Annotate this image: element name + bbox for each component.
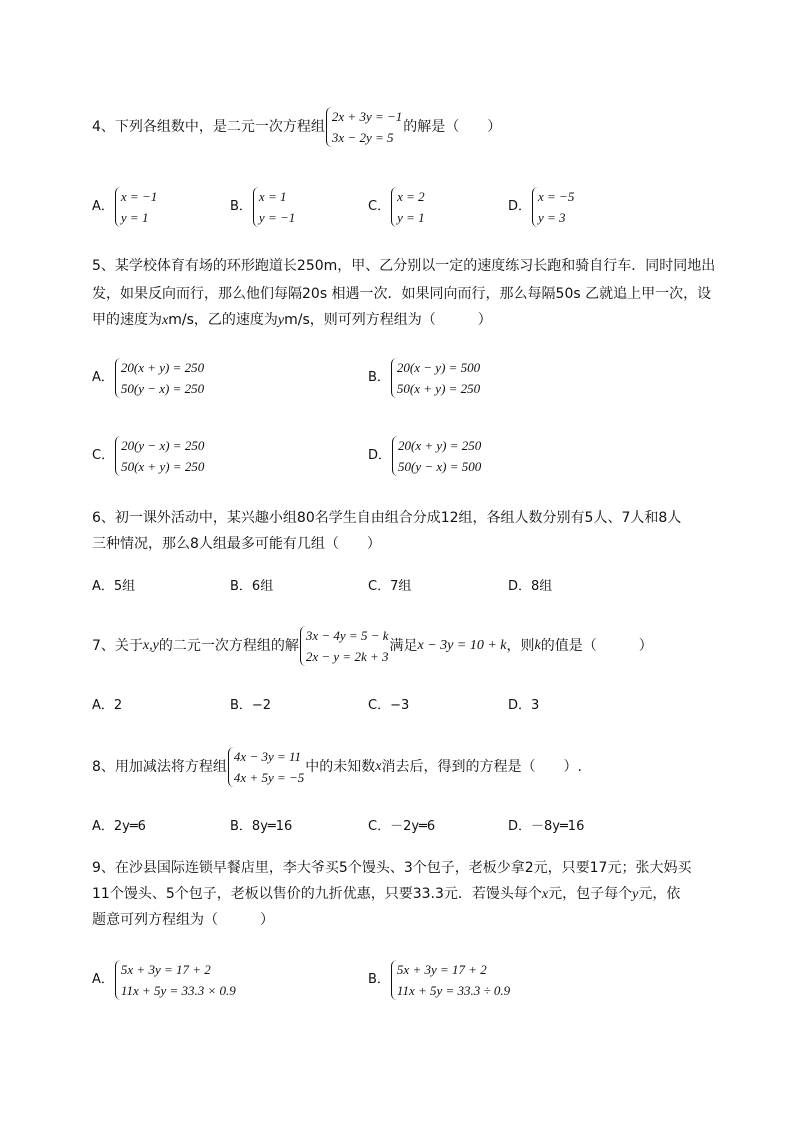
q6-option-c[interactable]: C．7组 bbox=[368, 579, 412, 594]
q6-option-b[interactable]: B．6组 bbox=[230, 579, 274, 594]
q8-option-b[interactable]: B．8y═16 bbox=[230, 819, 293, 834]
q7-option-d[interactable]: D．3 bbox=[508, 698, 540, 713]
q7-option-a[interactable]: A．2 bbox=[92, 698, 123, 713]
q9-option-b[interactable]: B． 5x + 3y = 17 + 2 11x + 5y = 33.3 ÷ 0.9 bbox=[368, 959, 511, 1001]
q9-option-a[interactable]: A． 5x + 3y = 17 + 2 11x + 5y = 33.3 × 0.9 bbox=[92, 959, 237, 1001]
q5-line-1: 5、某学校体育有场的环形跑道长250m，甲、乙分别以一定的速度练习长跑和骑自行车．同时同地出 bbox=[92, 258, 716, 274]
q6-option-a[interactable]: A．5组 bbox=[92, 579, 136, 594]
q4-option-a[interactable]: A． x = −1 y = 1 bbox=[92, 186, 158, 228]
q7-option-c[interactable]: C．−3 bbox=[368, 698, 410, 713]
q4-stem-prefix: 4、下列各组数中，是二元一次方程组 bbox=[92, 119, 325, 135]
q5-option-b[interactable]: B． 20(x − y) = 500 50(x + y) = 250 bbox=[368, 357, 481, 399]
q5-line-2: 发，如果反向而行，那么他们每隔20s 相遇一次．如果同向而行，那么每隔50s 乙就追上甲一次，设 bbox=[92, 286, 712, 302]
q9-line-2: 11个馒头、5个包子，老板以售价的九折优惠，只要33.3元．若馒头每个x元，包子每个y元，依 bbox=[92, 886, 681, 902]
q9-line-3: 题意可列方程组为（ ） bbox=[92, 912, 274, 928]
q6-line-1: 6、初一课外活动中，某兴趣小组80名学生自由组合分成12组，各组人数分别有5人、7人和8人 bbox=[92, 510, 682, 526]
q4-option-c[interactable]: C． x = 2 y = 1 bbox=[368, 186, 426, 228]
question-8: 8、用加减法将方程组 4x − 3y = 11 4x + 5y = −5 中的未知数x消去后，得到的方程是（ ）. bbox=[92, 746, 582, 788]
q4-equation-system: 2x + 3y = −1 3x − 2y = 5 bbox=[326, 106, 402, 148]
q6-option-d[interactable]: D．8组 bbox=[508, 579, 553, 594]
question-4 bbox=[92, 106, 501, 148]
q4-stem-suffix: 的解是（ ） bbox=[403, 119, 502, 135]
q8-option-a[interactable]: A．2y═6 bbox=[92, 819, 146, 834]
q7-option-b[interactable]: B．−2 bbox=[230, 698, 272, 713]
q5-option-a[interactable]: A． 20(x + y) = 250 50(y − x) = 250 bbox=[92, 357, 205, 399]
q9-line-1: 9、在沙县国际连锁早餐店里，李大爷买5个馒头、3个包子，老板少拿2元，只要17元；张大妈买 bbox=[92, 860, 692, 876]
q5-option-d[interactable]: D． 20(x + y) = 250 50(y − x) = 500 bbox=[368, 435, 482, 477]
q5-line-3: 甲的速度为xm/s，乙的速度为ym/s，则可列方程组为（ ） bbox=[92, 312, 492, 328]
q4-option-b[interactable]: B． x = 1 y = −1 bbox=[230, 186, 296, 228]
q4-option-d[interactable]: D． x = −5 y = 3 bbox=[508, 186, 575, 228]
q6-line-2: 三种情况，那么8人组最多可能有几组（ ） bbox=[92, 536, 381, 552]
q8-option-d[interactable]: D．－8y═16 bbox=[508, 819, 585, 834]
q8-equation-system: 4x − 3y = 11 4x + 5y = −5 bbox=[228, 746, 304, 788]
q5-option-c[interactable]: C． 20(y − x) = 250 50(x + y) = 250 bbox=[92, 435, 205, 477]
question-7: 7、关于x,y的二元一次方程组的解 3x − 4y = 5 − k 2x − y = 2k + 3 满足x − 3y = 10 + k，则k的值是（ ） bbox=[92, 625, 653, 667]
q7-equation-system: 3x − 4y = 5 − k 2x − y = 2k + 3 bbox=[300, 625, 389, 667]
q8-option-c[interactable]: C．－2y═6 bbox=[368, 819, 436, 834]
